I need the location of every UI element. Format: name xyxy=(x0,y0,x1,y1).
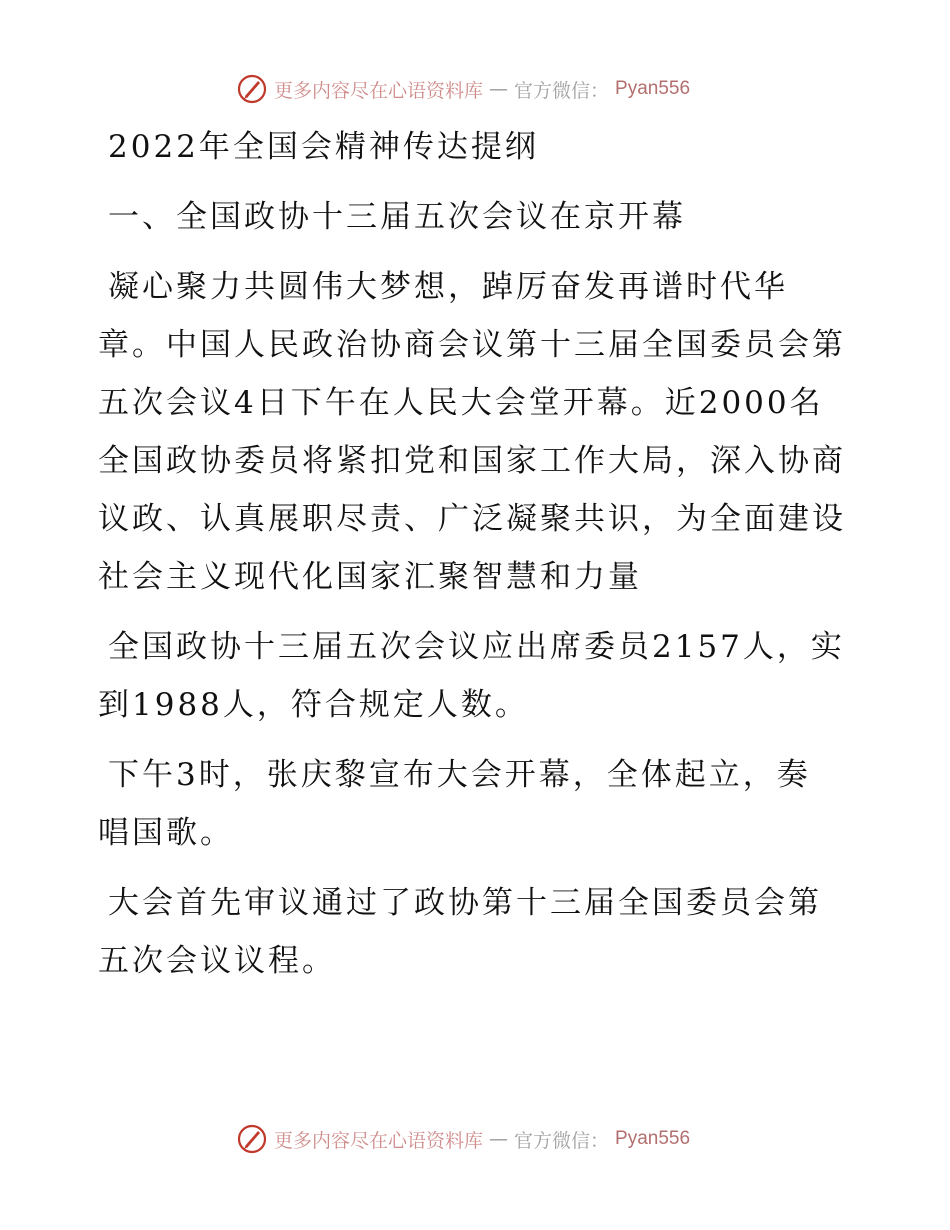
paragraph-line: 全国政协委员将紧扣党和国家工作大局，深入协商 xyxy=(98,443,846,479)
paragraph-line: 社会主义现代化国家汇聚智慧和力量 xyxy=(98,559,642,595)
document-title: 2022年全国会精神传达提纲 xyxy=(108,129,539,165)
watermark-wechat-label: 官方微信： xyxy=(514,79,610,102)
footer-watermark xyxy=(236,1122,836,1156)
quill-logo-icon xyxy=(236,1123,268,1155)
watermark-site-text: 更多内容尽在心语资料库 xyxy=(274,1129,484,1152)
paragraph-line: 议政、认真展职尽责、广泛凝聚共识，为全面建设 xyxy=(98,501,846,537)
watermark-wechat-id: Pyan556 xyxy=(615,78,691,99)
paragraph-line: 五次会议议程。 xyxy=(98,943,336,979)
paragraph-3 xyxy=(98,746,858,862)
watermark-wechat-id: Pyan556 xyxy=(615,1128,691,1149)
section-heading-1: 一、全国政协十三届五次会议在京开幕 xyxy=(108,199,686,235)
paragraph-line: 章。中国人民政治协商会议第十三届全国委员会第 xyxy=(98,327,846,363)
watermark-wechat-label: 官方微信： xyxy=(514,1129,610,1152)
paragraph-line: 下午3时，张庆黎宣布大会开幕，全体起立，奏 xyxy=(108,757,811,793)
quill-logo-icon xyxy=(236,73,268,105)
paragraph-4 xyxy=(98,874,858,990)
paragraph-line: 唱国歌。 xyxy=(98,815,234,851)
watermark-dash: — xyxy=(489,78,509,100)
paragraph-line: 五次会议4日下午在人民大会堂开幕。近2000名 xyxy=(98,385,824,421)
document-body xyxy=(98,118,858,990)
watermark-site-text: 更多内容尽在心语资料库 xyxy=(274,79,484,102)
watermark-dash: — xyxy=(489,1128,509,1150)
paragraph-line: 到1988人，符合规定人数。 xyxy=(98,687,529,723)
paragraph-1 xyxy=(98,258,858,606)
paragraph-2 xyxy=(98,618,858,734)
paragraph-line: 大会首先审议通过了政协第十三届全国委员会第 xyxy=(108,885,822,921)
header-watermark xyxy=(236,72,836,106)
paragraph-line: 凝心聚力共圆伟大梦想，踔厉奋发再谱时代华 xyxy=(108,269,788,305)
paragraph-line: 全国政协十三届五次会议应出席委员2157人，实 xyxy=(108,629,845,665)
